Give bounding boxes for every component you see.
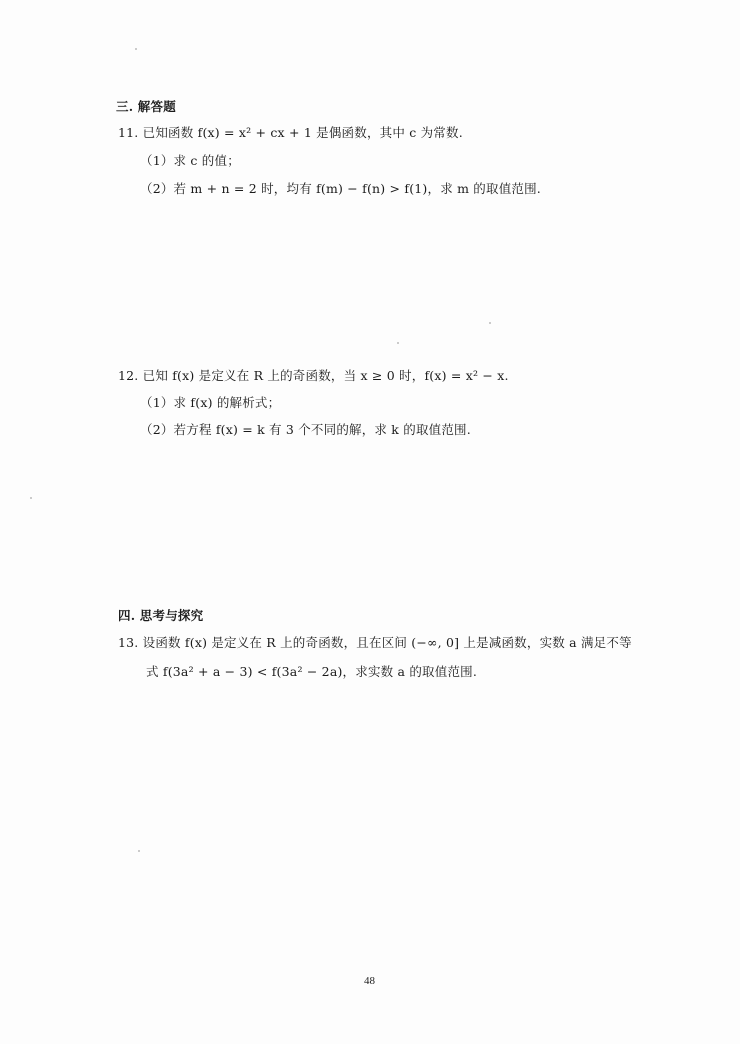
scan-speck [30,497,32,499]
scan-speck [135,48,137,50]
scan-speck [138,850,140,852]
question-11-part-1: （1）求 c 的值； [140,153,240,168]
question-13-stem-line-1: 13. 设函数 f(x) 是定义在 R 上的奇函数，且在区间 (−∞, 0] 上是减函数，实数 a 满足不等 [118,635,632,650]
question-13-stem-line-2: 式 f(3a² + a − 3) < f(3a² − 2a)，求实数 a 的取值范围. [146,664,478,679]
scan-speck [489,322,491,324]
question-12-part-1: （1）求 f(x) 的解析式； [140,395,281,410]
section-heading-think-and-explore: 四. 思考与探究 [118,608,204,623]
section-heading-answer-questions: 三. 解答题 [116,99,176,114]
question-12-stem: 12. 已知 f(x) 是定义在 R 上的奇函数，当 x ≥ 0 时，f(x) = x² − x. [118,368,509,383]
page-number: 48 [364,975,375,987]
scan-speck [397,342,399,344]
question-12-part-2: （2）若方程 f(x) = k 有 3 个不同的解，求 k 的取值范围. [140,422,471,437]
question-11-stem: 11. 已知函数 f(x) = x² + cx + 1 是偶函数，其中 c 为常数. [118,125,463,140]
question-11-part-2: （2）若 m + n = 2 时，均有 f(m) − f(n) > f(1)，求 m 的取值范围. [140,181,541,196]
